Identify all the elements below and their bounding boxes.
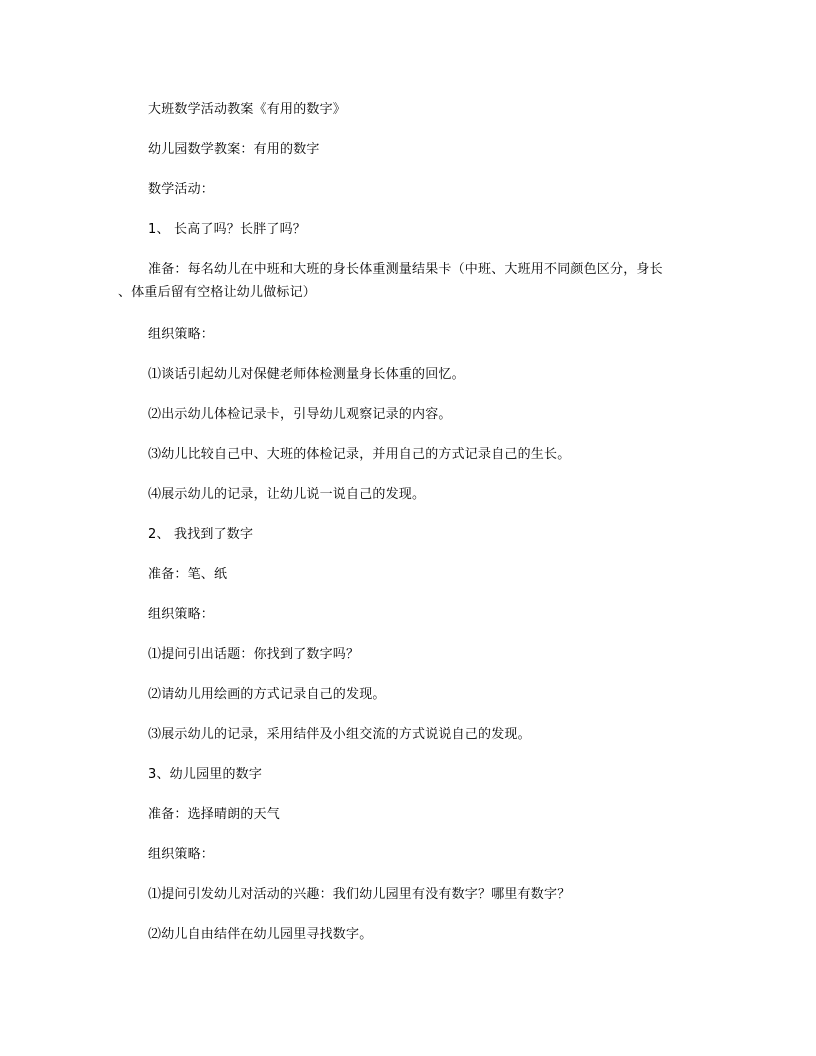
section-2-step-1: ⑴提问引出话题：你找到了数字吗？ xyxy=(148,647,360,662)
section-2-prep: 准备：笔、纸 xyxy=(148,567,228,582)
section-1-step-1: ⑴谈话引起幼儿对保健老师体检测量身长体重的回忆。 xyxy=(148,367,465,382)
section-1-step-2: ⑵出示幼儿体检记录卡，引导幼儿观察记录的内容。 xyxy=(148,407,452,422)
section-1-prep-line1: 准备：每名幼儿在中班和大班的身长体重测量结果卡（中班、大班用不同颜色区分，身长 xyxy=(148,262,663,277)
section-1-step-4: ⑷展示幼儿的记录，让幼儿说一说自己的发现。 xyxy=(148,487,426,502)
section-1-prep xyxy=(118,258,698,304)
section-2-step-3: ⑶展示幼儿的记录，采用结伴及小组交流的方式说说自己的发现。 xyxy=(148,727,531,742)
section-1-prep-line2: 、体重后留有空格让幼儿做标记） xyxy=(118,285,317,300)
section-3-step-1: ⑴提问引发幼儿对活动的兴趣：我们幼儿园里有没有数字？哪里有数字？ xyxy=(148,887,571,902)
document-title: 大班数学活动教案《有用的数字》 xyxy=(148,102,347,117)
section-3-heading: 3、幼儿园里的数字 xyxy=(148,767,263,782)
section-3-prep: 准备：选择晴朗的天气 xyxy=(148,807,281,822)
section-1-heading: 1、 长高了吗？长胖了吗？ xyxy=(148,222,307,237)
document-subtitle: 幼儿园数学教案：有用的数字 xyxy=(148,142,320,157)
section-2-strategy-label: 组织策略： xyxy=(148,607,215,622)
section-2-heading: 2、 我找到了数字 xyxy=(148,527,254,542)
section-1-step-3: ⑶幼儿比较自己中、大班的体检记录，并用自己的方式记录自己的生长。 xyxy=(148,447,571,462)
section-2-step-2: ⑵请幼儿用绘画的方式记录自己的发现。 xyxy=(148,687,386,702)
section-3-strategy-label: 组织策略： xyxy=(148,847,215,862)
section-1-strategy-label: 组织策略： xyxy=(148,327,215,342)
activity-heading: 数学活动： xyxy=(148,182,215,197)
section-3-step-2: ⑵幼儿自由结伴在幼儿园里寻找数字。 xyxy=(148,927,373,942)
